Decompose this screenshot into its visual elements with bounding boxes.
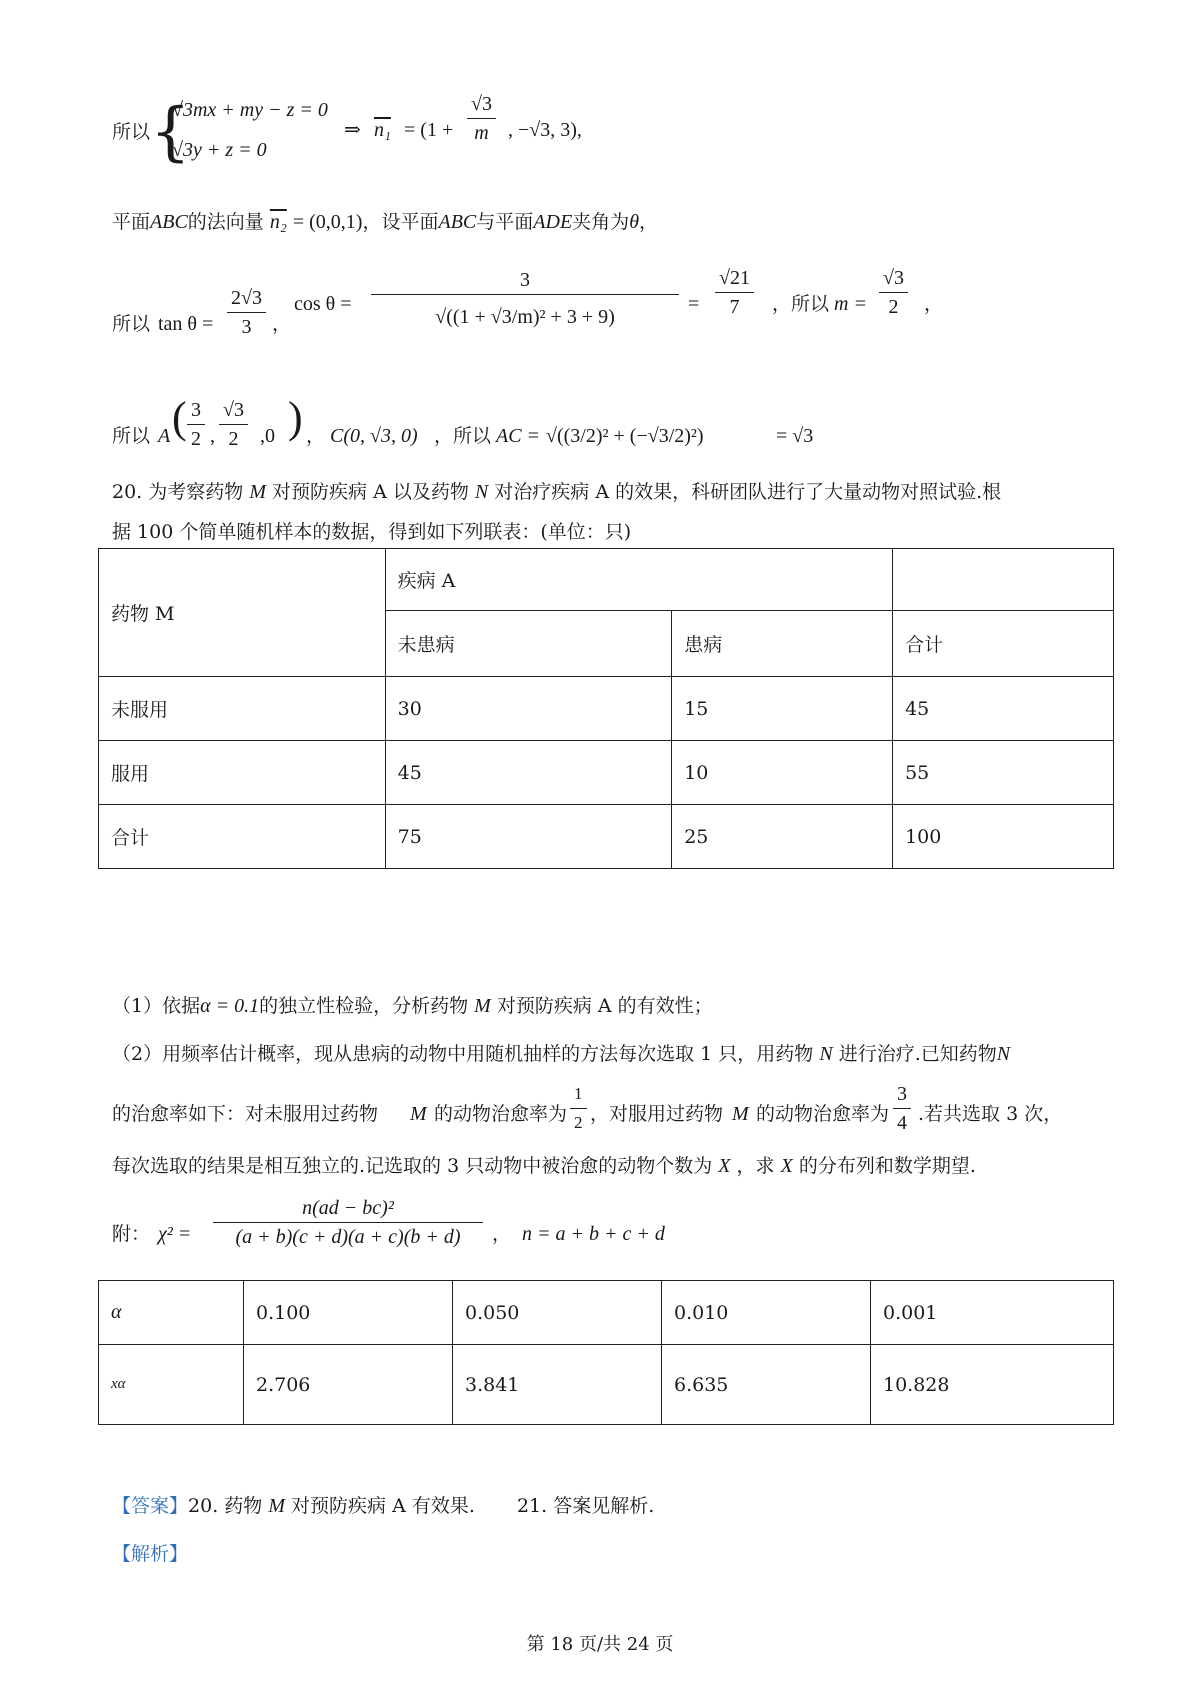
cos-result-den: 7	[729, 296, 740, 318]
answer-tag: 【答案】	[112, 1495, 189, 1517]
table-cell: 45	[893, 677, 1114, 741]
sub1-p3: 对预防疾病 A 的有效性；	[496, 995, 713, 1017]
table-row-header: 药物 M	[99, 549, 386, 677]
q20-drug-n: N	[474, 481, 489, 503]
cos-num: 3	[371, 268, 679, 295]
analysis-line	[112, 1540, 188, 1568]
table-row-label: 未服用	[99, 677, 386, 741]
sub1-drug-m: M	[474, 995, 491, 1017]
sub2-l3a: 每次选取的结果是相互独立的.记选取的 3 只动物中被治愈的动物个数为	[112, 1155, 713, 1177]
table-cell: 2.706	[244, 1345, 453, 1425]
plane-abc: ABC	[150, 211, 188, 233]
analysis-tag: 【解析】	[112, 1543, 189, 1565]
cure-rate-1	[570, 1082, 587, 1135]
table-cell: 15	[672, 677, 893, 741]
a-comma: ,	[210, 425, 215, 447]
q20-drug-m: M	[249, 481, 266, 503]
m-num: √3	[879, 266, 908, 293]
point-c: C(0, √3, 0)	[330, 425, 418, 447]
table-cell: 6.635	[662, 1345, 871, 1425]
text-plane: 平面	[112, 211, 151, 233]
table-col-group: 疾病 A	[385, 549, 892, 611]
sub2-drug-m2: M	[732, 1103, 749, 1125]
table-col-header: 患病	[672, 611, 893, 677]
answer-20: 20. 药物	[188, 1495, 263, 1517]
sub2-l3c: 的分布列和数学期望.	[798, 1155, 976, 1177]
so-ac: ，所以	[434, 425, 492, 447]
a-tail: ,0	[260, 425, 275, 447]
cos-result	[715, 266, 754, 319]
text-let-plane: ，设平面	[362, 211, 439, 233]
x-alpha-label: xα	[99, 1345, 244, 1425]
sub2-drug-m1: M	[410, 1103, 427, 1125]
answer-21: 21. 答案见解析.	[516, 1495, 655, 1517]
so-prefix-3: 所以	[112, 313, 151, 335]
sub2-l2c: ，对服用过药物	[590, 1103, 724, 1125]
sub2-l2e: .若共选取 3 次，	[918, 1103, 1063, 1125]
sub2-l1b: 进行治疗.已知药物	[838, 1043, 997, 1065]
text-comma: ，	[639, 211, 659, 233]
table-cell: 25	[672, 805, 893, 869]
sub2-l2b: 的动物治愈率为	[434, 1103, 568, 1125]
table-cell: 45	[385, 741, 672, 805]
table-cell: 10	[672, 741, 893, 805]
plane-ade: ADE	[533, 211, 573, 233]
table-cell: 100	[893, 805, 1114, 869]
tan-fraction	[227, 286, 266, 339]
chi-square-label: χ² =	[158, 1223, 192, 1245]
appendix-comma: ，	[492, 1223, 512, 1245]
sub2-drug-n1: N	[819, 1043, 833, 1065]
table-cell: 0.100	[244, 1281, 453, 1345]
contingency-table	[98, 548, 1114, 869]
so-prefix: 所以	[112, 121, 151, 143]
sub-question-1	[112, 992, 713, 1020]
sub1-p1: （1）依据	[112, 995, 201, 1017]
answer-line	[112, 1492, 654, 1520]
table-cell: 10.828	[871, 1345, 1114, 1425]
normal-vector-line	[112, 208, 658, 236]
a-x-den: 2	[191, 428, 201, 450]
page-footer: 第 18 页/共 24 页	[526, 1634, 674, 1655]
ac-expression: √((3/2)² + (−√3/2)²)	[546, 425, 704, 447]
table-cell: 75	[385, 805, 672, 869]
q20-p2: 对预防疾病 A 以及药物	[272, 481, 469, 503]
table-cell: 55	[893, 741, 1114, 805]
table-col-header: 合计	[893, 611, 1114, 677]
table-cell: 3.841	[453, 1345, 662, 1425]
a-y-fraction	[219, 398, 248, 451]
n1-fraction	[467, 92, 496, 145]
table-row	[99, 677, 1114, 741]
equation-2: √3y + z = 0	[172, 139, 267, 161]
cos-result-num: √21	[715, 266, 754, 293]
m-fraction	[879, 266, 908, 319]
table-cell: 0.050	[453, 1281, 662, 1345]
table-col-header: 未患病	[385, 611, 672, 677]
n-definition: n = a + b + c + d	[522, 1223, 665, 1245]
sub2-x2: X	[780, 1155, 793, 1177]
table-row	[99, 805, 1114, 869]
answer-20b: 对预防疾病 A 有效果.	[291, 1495, 475, 1517]
sub2-l1a: （2）用频率估计概率，现从患病的动物中用随机抽样的方法每次选取 1 只，用药物	[112, 1043, 814, 1065]
a-x-num: 3	[187, 398, 205, 425]
so-prefix-4: 所以	[112, 425, 151, 447]
table-row	[99, 1345, 1114, 1425]
m-end: ，	[924, 293, 944, 315]
table-cell: 30	[385, 677, 672, 741]
q20-p4: 据 100 个简单随机样本的数据，得到如下列联表：(单位：只)	[112, 521, 632, 543]
implies-arrow: ⇒	[344, 119, 361, 141]
equation-1: √3mx + my − z = 0	[172, 99, 328, 121]
answer-drug-m: M	[268, 1495, 285, 1517]
sub2-l2d: 的动物治愈率为	[756, 1103, 890, 1125]
cure-rate-1-num: 1	[570, 1082, 587, 1109]
normal-vector-n1: n₁	[374, 119, 391, 141]
a-x-fraction	[187, 398, 205, 451]
n2-value: = (0,0,1)	[292, 211, 363, 233]
sub-question-2-line1	[112, 1040, 1010, 1068]
cure-rate-1-den: 2	[574, 1113, 583, 1132]
question-20-line2	[112, 518, 631, 546]
table-row	[99, 1281, 1114, 1345]
normal-vector-n2: n₂	[269, 211, 287, 233]
ac-label: AC =	[496, 425, 541, 447]
chi-den: (a + b)(c + d)(a + c)(b + d)	[235, 1226, 461, 1248]
plane-abc-2: ABC	[438, 211, 477, 233]
table-row-label: 服用	[99, 741, 386, 805]
text-angle: 夹角为	[572, 211, 630, 233]
left-brace: {	[150, 95, 191, 169]
sub-question-2-line3	[112, 1152, 976, 1180]
cure-rate-2	[893, 1082, 911, 1135]
comma-1: ，	[272, 313, 292, 335]
tan-num: 2√3	[227, 286, 266, 313]
chi-square-fraction	[213, 1196, 483, 1249]
cos-den: √((1 + √3/m)² + 3 + 9)	[435, 306, 615, 328]
critical-value-table	[98, 1280, 1114, 1425]
sub2-drug-n2: N	[996, 1043, 1011, 1065]
n1-result-tail: , −√3, 3),	[508, 119, 582, 141]
text-normal: 的法向量	[187, 211, 264, 233]
comma-a: ，	[306, 425, 326, 447]
text-and-plane: 与平面	[476, 211, 534, 233]
question-20-line1	[112, 478, 1001, 506]
cos-fraction	[365, 268, 685, 329]
paren-close-a: )	[288, 393, 303, 442]
q20-p1: 20. 为考察药物	[112, 481, 244, 503]
cos-equals: =	[688, 293, 700, 315]
ac-result: = √3	[776, 425, 814, 447]
chi-num: n(ad − bc)²	[213, 1196, 483, 1223]
n1-frac-num: √3	[467, 92, 496, 119]
a-y-den: 2	[228, 428, 239, 450]
theta-symbol: θ	[629, 211, 640, 233]
q20-p3: 对治疗疾病 A 的效果，科研团队进行了大量动物对照试验.根	[494, 481, 1002, 503]
point-a-label: A	[158, 425, 171, 447]
sub2-l2a: 的治愈率如下：对未服用过药物	[112, 1103, 379, 1125]
sub1-p2: 的独立性检验，分析药物	[259, 995, 469, 1017]
sub2-x1: X	[718, 1155, 731, 1177]
n1-frac-den: m	[474, 122, 489, 144]
table-cell: 0.010	[662, 1281, 871, 1345]
tan-label: tan θ =	[158, 313, 214, 335]
table-row-label: 合计	[99, 805, 386, 869]
appendix-prefix: 附：	[112, 1223, 151, 1245]
cure-rate-2-num: 3	[893, 1082, 911, 1109]
sub1-alpha: α = 0.1	[200, 995, 260, 1017]
n1-result-head: = (1 +	[404, 119, 454, 141]
m-label: m =	[834, 293, 867, 315]
table-empty-cell	[893, 549, 1114, 611]
cure-rate-2-den: 4	[897, 1112, 907, 1134]
cos-label: cos θ =	[294, 293, 352, 315]
m-den: 2	[888, 296, 899, 318]
table-cell: 0.001	[871, 1281, 1114, 1345]
tan-den: 3	[241, 316, 252, 338]
so-m: ，所以	[772, 293, 830, 315]
table-row	[99, 741, 1114, 805]
a-y-num: √3	[219, 398, 248, 425]
alpha-label: α	[99, 1281, 244, 1345]
sub2-l3b: ，求	[736, 1155, 775, 1177]
paren-open-a: (	[172, 393, 187, 442]
